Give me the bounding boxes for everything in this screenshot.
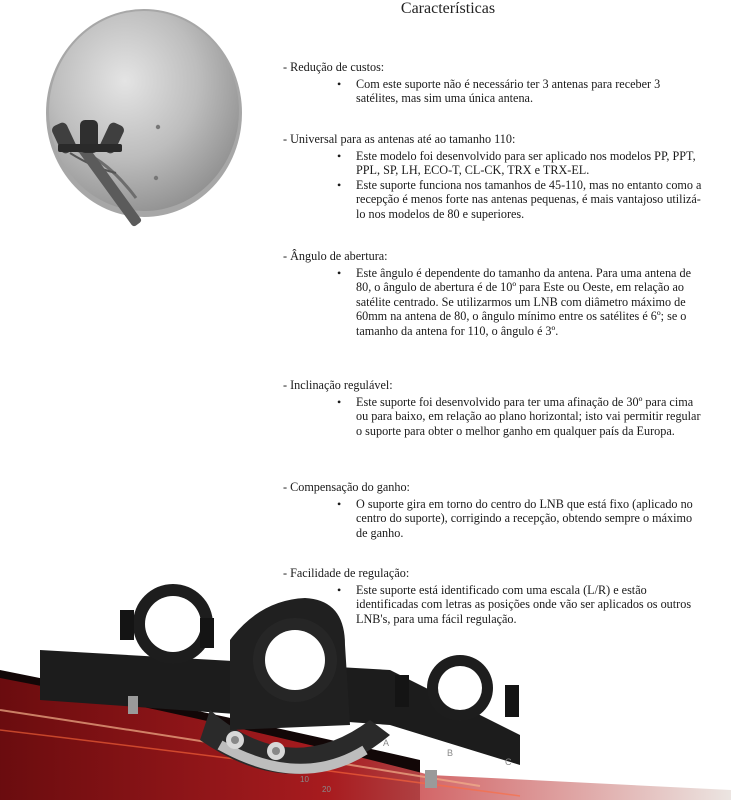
- section-heading: - Inclinação regulável:: [283, 378, 393, 392]
- list-item: • Este modelo foi desenvolvido para ser aplicado nos modelos PP, PPT, PPL, SP, LH, ECO-T, CL-CK, TRX e TRX-EL.: [356, 149, 703, 178]
- bracket-scale-label: C: [505, 757, 512, 767]
- satellite-dish-image: [36, 8, 248, 240]
- section-gain-compensation: [283, 480, 703, 540]
- lnb-bracket-image: [0, 560, 731, 800]
- list-item: • Este suporte está identificado com uma escala (L/R) e estão identificadas com letras as posições onde vão ser aplicados os outros LNB's, para uma fácil regulação.: [356, 583, 703, 627]
- bracket-scale-label: 10: [300, 775, 309, 784]
- section-heading: - Facilidade de regulação:: [283, 566, 410, 580]
- list-item: • Com este suporte não é necessário ter 3 antenas para receber 3 satélites, mas sim uma única antena.: [356, 77, 703, 106]
- bracket-scale-label: A: [383, 738, 390, 748]
- bracket-scale-label: 20: [322, 785, 331, 794]
- section-universal: [283, 132, 703, 222]
- bracket-scale-label: B: [447, 748, 454, 758]
- section-heading: - Compensação do ganho:: [283, 480, 410, 494]
- list-item: • Este suporte foi desenvolvido para ter uma afinação de 30º para cima ou para baixo, em relação ao plano horizontal; isto vai permitir regular o suporte para obter o melhor ganho em qualquer país da Europa.: [356, 395, 703, 439]
- list-item: • Este ângulo é dependente do tamanho da antena. Para uma antena de 80, o ângulo de abertura é de 10º para Este ou Oeste, em relação ao satélite centrado. Se utilizarmos um LNB com diâmetro máximo de 60mm na antena de 80, o ângulo mínimo entre os satélites é 6º; se o tamanho da antena for 110, o ângulo é 3º.: [356, 266, 703, 339]
- section-heading: - Universal para as antenas até ao tamanho 110:: [283, 132, 516, 146]
- list-item: • O suporte gira em torno do centro do LNB que está fixo (aplicado no centro do suporte), corrigindo a recepção, obtendo sempre o máximo de ganho.: [356, 497, 703, 541]
- page-title: Características: [400, 0, 496, 17]
- section-cost-reduction: [283, 60, 703, 106]
- section-heading: - Redução de custos:: [283, 60, 385, 74]
- list-item: • Este suporte funciona nos tamanhos de 45-110, mas no entanto como a recepção é menos forte nas antenas pequenas, é mais vantajoso utilizá-lo nos modelos de 80 e superiores.: [356, 178, 703, 222]
- section-opening-angle: [283, 249, 703, 339]
- section-heading: - Ângulo de abertura:: [283, 249, 388, 263]
- section-adjustable-tilt: [283, 378, 703, 438]
